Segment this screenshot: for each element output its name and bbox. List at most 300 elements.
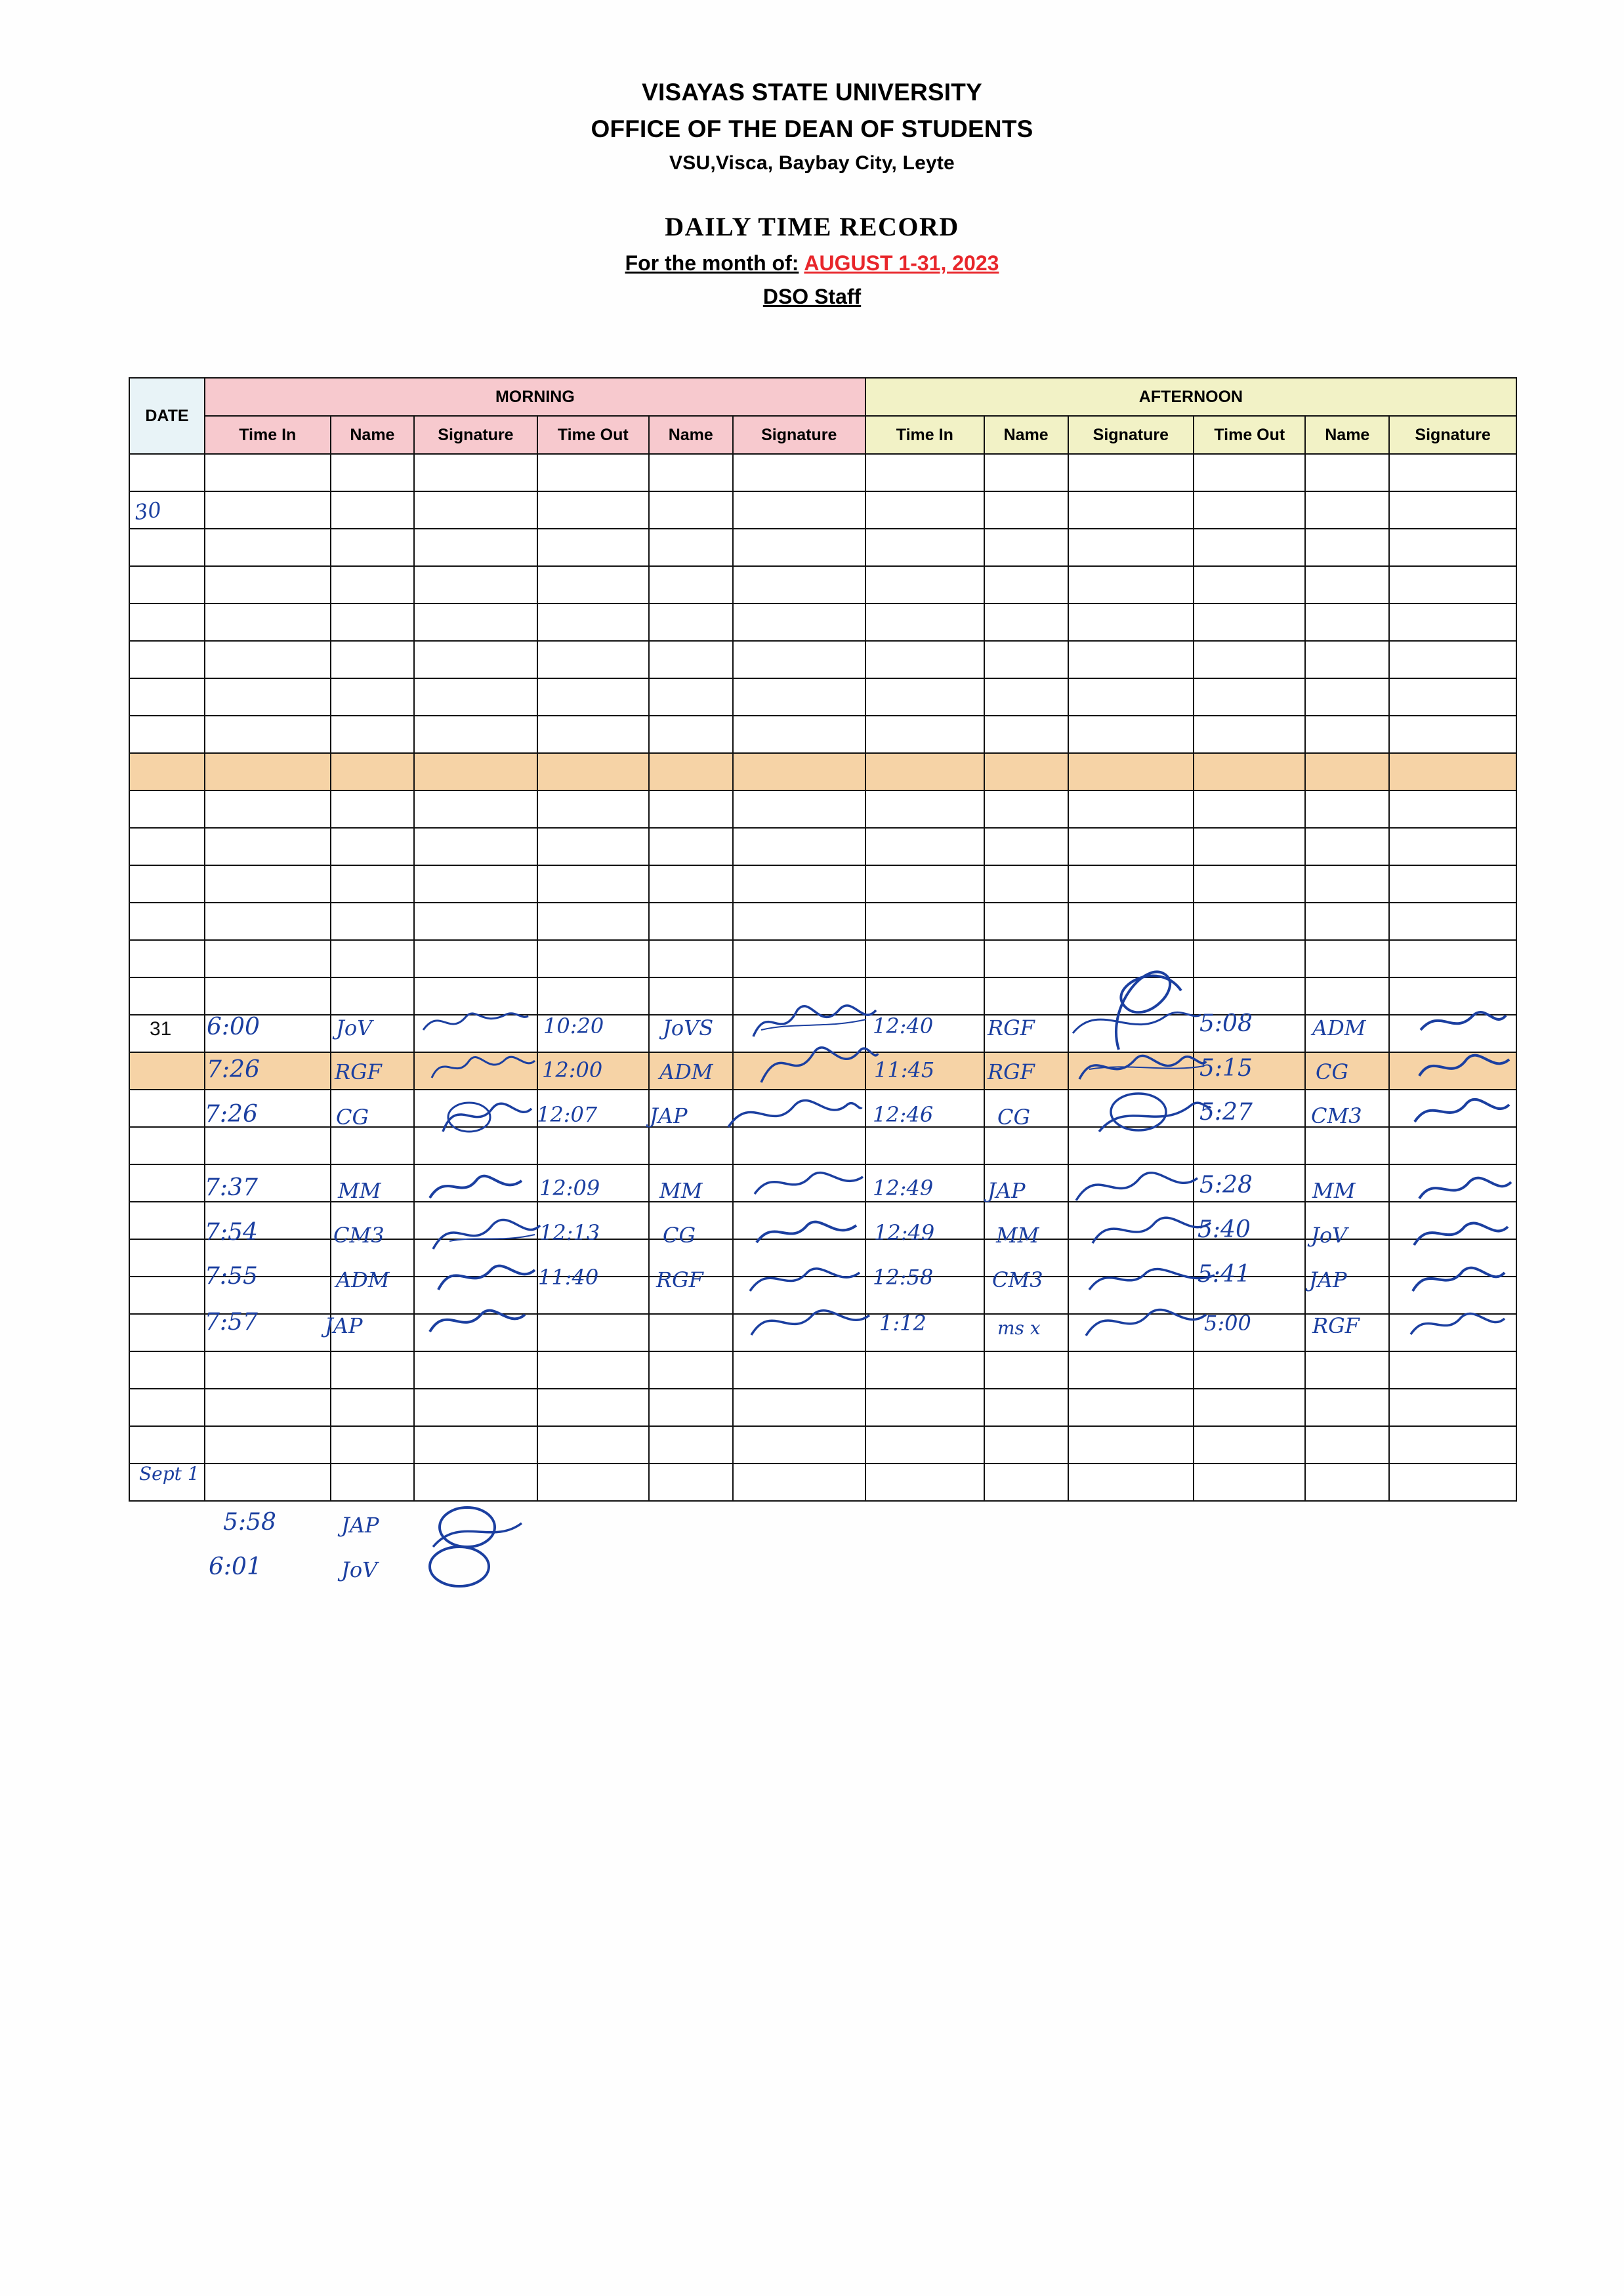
table-cell[interactable] [414,678,537,716]
table-cell[interactable] [865,1164,984,1202]
table-cell[interactable] [1068,1351,1194,1389]
table-cell[interactable] [1194,977,1305,1015]
table-cell[interactable] [331,977,415,1015]
table-cell[interactable] [649,641,733,678]
table-cell[interactable] [129,566,205,604]
table-cell[interactable] [414,865,537,903]
table-cell[interactable] [733,940,865,977]
table-cell[interactable] [1068,1164,1194,1202]
table-cell[interactable] [1068,1426,1194,1464]
table-cell[interactable] [649,529,733,566]
table-cell[interactable] [865,491,984,529]
table-cell[interactable] [1305,1426,1389,1464]
table-cell[interactable] [733,1389,865,1426]
table-cell[interactable] [649,1351,733,1389]
table-cell[interactable] [733,1314,865,1351]
table-cell[interactable] [414,566,537,604]
table-cell[interactable] [1194,1277,1305,1314]
table-cell[interactable] [649,903,733,940]
table-cell[interactable] [331,1164,415,1202]
table-cell[interactable] [649,1389,733,1426]
table-cell[interactable] [537,1015,649,1052]
table-cell[interactable] [1305,1127,1389,1164]
table-cell[interactable] [1068,753,1194,790]
table-cell[interactable] [537,1052,649,1090]
table-cell[interactable] [1305,529,1389,566]
table-cell[interactable] [129,753,205,790]
table-cell[interactable] [414,1239,537,1277]
table-cell[interactable] [865,790,984,828]
table-cell[interactable] [984,1015,1068,1052]
table-cell[interactable] [733,454,865,491]
table-cell[interactable] [205,1239,331,1277]
table-cell[interactable] [1389,1127,1516,1164]
table-cell[interactable] [205,828,331,865]
table-cell[interactable] [537,1314,649,1351]
table-cell[interactable] [331,641,415,678]
table-cell[interactable] [733,678,865,716]
table-cell[interactable] [331,865,415,903]
table-cell[interactable] [1389,716,1516,753]
table-cell[interactable] [205,566,331,604]
table-cell[interactable] [865,865,984,903]
table-cell[interactable] [1194,491,1305,529]
table-cell[interactable] [1068,1090,1194,1127]
table-cell[interactable] [865,1127,984,1164]
table-cell[interactable] [1389,977,1516,1015]
table-cell[interactable] [537,1351,649,1389]
table-cell[interactable] [1389,1202,1516,1239]
table-cell[interactable] [865,903,984,940]
table-cell[interactable] [205,1464,331,1501]
table-cell[interactable] [1305,716,1389,753]
table-cell[interactable] [733,604,865,641]
table-cell[interactable] [537,716,649,753]
table-cell[interactable] [649,604,733,641]
table-cell[interactable] [1389,1426,1516,1464]
table-cell[interactable] [205,1389,331,1426]
table-cell[interactable] [1068,1464,1194,1501]
table-cell[interactable] [129,454,205,491]
table-cell[interactable] [1389,1164,1516,1202]
table-cell[interactable] [537,1164,649,1202]
table-cell[interactable] [1194,1164,1305,1202]
table-cell[interactable] [205,940,331,977]
table-cell[interactable] [129,491,205,529]
table-cell[interactable] [1068,865,1194,903]
table-cell[interactable] [984,1164,1068,1202]
table-cell[interactable] [1305,454,1389,491]
table-cell[interactable] [537,753,649,790]
table-cell[interactable] [1194,1090,1305,1127]
table-cell[interactable] [984,753,1068,790]
table-cell[interactable] [1194,529,1305,566]
table-cell[interactable] [1194,641,1305,678]
table-cell[interactable] [1194,1389,1305,1426]
table-cell[interactable] [1068,1202,1194,1239]
table-cell[interactable] [205,716,331,753]
table-cell[interactable] [1068,1239,1194,1277]
table-cell[interactable] [1305,1314,1389,1351]
table-cell[interactable] [984,865,1068,903]
table-cell[interactable] [537,940,649,977]
table-cell[interactable] [331,903,415,940]
table-cell[interactable] [649,1464,733,1501]
table-cell[interactable] [414,1015,537,1052]
table-cell[interactable] [865,1426,984,1464]
table-cell[interactable] [1305,1052,1389,1090]
table-cell[interactable] [205,1015,331,1052]
table-cell[interactable] [649,828,733,865]
table-cell[interactable] [1389,454,1516,491]
table-cell[interactable] [984,1314,1068,1351]
table-cell[interactable] [331,1127,415,1164]
table-cell[interactable] [649,753,733,790]
table-cell[interactable] [414,604,537,641]
table-cell[interactable] [984,454,1068,491]
table-cell[interactable] [537,529,649,566]
table-cell[interactable] [649,1015,733,1052]
table-cell[interactable] [205,1277,331,1314]
table-cell[interactable] [1389,1389,1516,1426]
table-cell[interactable] [537,1127,649,1164]
table-cell[interactable] [649,1426,733,1464]
table-cell[interactable] [733,1090,865,1127]
table-cell[interactable] [1389,903,1516,940]
table-cell[interactable] [414,1314,537,1351]
table-cell[interactable] [1068,716,1194,753]
table-cell[interactable] [984,903,1068,940]
table-cell[interactable] [1305,1277,1389,1314]
table-cell[interactable] [414,1389,537,1426]
table-cell[interactable] [331,1202,415,1239]
table-cell[interactable] [1068,1389,1194,1426]
table-cell[interactable] [1194,1052,1305,1090]
table-cell[interactable] [205,1351,331,1389]
table-cell[interactable] [205,903,331,940]
table-cell[interactable] [1068,1127,1194,1164]
table-cell[interactable] [733,828,865,865]
table-cell[interactable] [414,790,537,828]
table-cell[interactable] [1194,1314,1305,1351]
table-cell[interactable] [1389,790,1516,828]
table-cell[interactable] [537,678,649,716]
table-cell[interactable] [984,1052,1068,1090]
table-cell[interactable] [414,641,537,678]
table-cell[interactable] [1305,1202,1389,1239]
table-cell[interactable] [1305,566,1389,604]
table-cell[interactable] [1305,641,1389,678]
table-cell[interactable] [414,940,537,977]
table-cell[interactable] [1305,1164,1389,1202]
table-cell[interactable] [1194,1351,1305,1389]
table-cell[interactable] [129,1314,205,1351]
table-cell[interactable] [205,1090,331,1127]
table-cell[interactable] [1194,1464,1305,1501]
table-cell[interactable] [1389,1090,1516,1127]
table-cell[interactable] [414,753,537,790]
table-cell[interactable] [129,977,205,1015]
table-cell[interactable] [865,716,984,753]
table-cell[interactable] [537,604,649,641]
table-cell[interactable] [537,1239,649,1277]
table-cell[interactable] [205,1426,331,1464]
table-cell[interactable] [649,1052,733,1090]
table-cell[interactable] [733,1464,865,1501]
table-cell[interactable] [331,1464,415,1501]
table-cell[interactable] [1068,604,1194,641]
table-cell[interactable] [1068,566,1194,604]
table-cell[interactable] [129,1239,205,1277]
table-cell[interactable] [331,790,415,828]
table-cell[interactable] [205,604,331,641]
table-cell[interactable] [1389,529,1516,566]
table-cell[interactable] [984,1239,1068,1277]
table-cell[interactable] [537,977,649,1015]
table-cell[interactable] [205,1314,331,1351]
table-cell[interactable] [733,1277,865,1314]
table-cell[interactable] [1305,1464,1389,1501]
table-cell[interactable] [1389,1351,1516,1389]
table-cell[interactable] [414,1464,537,1501]
table-cell[interactable] [984,828,1068,865]
table-cell[interactable] [984,641,1068,678]
table-cell[interactable] [414,529,537,566]
table-cell[interactable] [129,1127,205,1164]
table-cell[interactable] [1305,1239,1389,1277]
table-cell[interactable] [865,1351,984,1389]
table-cell[interactable] [1389,865,1516,903]
table-cell[interactable] [129,1052,205,1090]
table-cell[interactable] [865,529,984,566]
table-cell[interactable] [537,865,649,903]
table-cell[interactable] [865,753,984,790]
table-cell[interactable] [129,865,205,903]
table-cell[interactable] [205,753,331,790]
table-cell[interactable] [1068,1314,1194,1351]
table-cell[interactable] [331,1015,415,1052]
table-cell[interactable] [733,1202,865,1239]
table-cell[interactable] [331,678,415,716]
table-cell[interactable] [129,1164,205,1202]
table-cell[interactable] [865,1389,984,1426]
table-cell[interactable] [649,1090,733,1127]
table-cell[interactable] [1194,1202,1305,1239]
table-cell[interactable] [649,566,733,604]
table-cell[interactable] [1068,903,1194,940]
table-cell[interactable] [649,1277,733,1314]
table-cell[interactable] [129,1277,205,1314]
table-cell[interactable] [1389,1314,1516,1351]
table-cell[interactable] [1194,828,1305,865]
table-cell[interactable] [1194,753,1305,790]
table-cell[interactable] [1305,1351,1389,1389]
table-cell[interactable] [331,1052,415,1090]
table-cell[interactable] [414,1127,537,1164]
table-cell[interactable] [129,1351,205,1389]
table-cell[interactable] [649,1202,733,1239]
table-cell[interactable] [733,1351,865,1389]
table-cell[interactable] [1194,1239,1305,1277]
table-cell[interactable] [733,1015,865,1052]
table-cell[interactable] [865,1090,984,1127]
table-cell[interactable] [1194,454,1305,491]
table-cell[interactable] [1305,790,1389,828]
table-cell[interactable] [414,903,537,940]
table-cell[interactable] [1194,566,1305,604]
table-cell[interactable] [733,1127,865,1164]
table-cell[interactable] [733,903,865,940]
table-cell[interactable] [331,828,415,865]
table-cell[interactable] [984,790,1068,828]
table-cell[interactable] [865,678,984,716]
table-cell[interactable] [733,790,865,828]
table-cell[interactable] [649,716,733,753]
table-cell[interactable] [1068,828,1194,865]
table-cell[interactable] [129,790,205,828]
table-cell[interactable] [1389,1464,1516,1501]
table-cell[interactable] [1389,566,1516,604]
table-cell[interactable] [1194,903,1305,940]
table-cell[interactable] [1305,940,1389,977]
table-cell[interactable] [649,1164,733,1202]
table-cell[interactable] [1068,641,1194,678]
table-cell[interactable] [984,1351,1068,1389]
table-cell[interactable] [129,678,205,716]
table-cell[interactable] [205,491,331,529]
table-cell[interactable] [1305,1015,1389,1052]
table-cell[interactable] [733,566,865,604]
table-cell[interactable] [984,1389,1068,1426]
table-cell[interactable] [649,491,733,529]
table-cell[interactable] [129,940,205,977]
table-cell[interactable] [205,1127,331,1164]
table-cell[interactable] [649,1127,733,1164]
table-cell[interactable] [537,641,649,678]
table-cell[interactable] [537,491,649,529]
table-cell[interactable] [649,1314,733,1351]
table-cell[interactable] [331,1277,415,1314]
table-cell[interactable] [537,1464,649,1501]
table-cell[interactable] [1068,940,1194,977]
table-cell[interactable] [537,903,649,940]
table-cell[interactable] [984,940,1068,977]
table-cell[interactable] [1389,1239,1516,1277]
table-cell[interactable] [1305,491,1389,529]
table-cell[interactable] [865,1464,984,1501]
table-cell[interactable] [1068,977,1194,1015]
table-cell[interactable] [984,1090,1068,1127]
table-cell[interactable] [984,566,1068,604]
table-cell[interactable] [1194,716,1305,753]
table-cell[interactable] [537,1389,649,1426]
table-cell[interactable] [331,1426,415,1464]
table-cell[interactable] [865,977,984,1015]
table-cell[interactable] [733,491,865,529]
table-cell[interactable] [865,1314,984,1351]
table-cell[interactable] [984,491,1068,529]
table-cell[interactable] [537,790,649,828]
table-cell[interactable] [205,529,331,566]
table-cell[interactable] [537,1202,649,1239]
table-cell[interactable] [1389,1015,1516,1052]
table-cell[interactable] [129,1464,205,1501]
table-cell[interactable] [649,940,733,977]
table-cell[interactable] [1194,1127,1305,1164]
table-cell[interactable] [649,678,733,716]
table-cell[interactable] [1389,940,1516,977]
table-cell[interactable] [1305,678,1389,716]
table-cell[interactable] [414,1351,537,1389]
table-cell[interactable] [1194,940,1305,977]
table-cell[interactable] [129,529,205,566]
table-cell[interactable] [129,641,205,678]
table-cell[interactable] [733,529,865,566]
table-cell[interactable] [414,1202,537,1239]
table-cell[interactable] [1068,1277,1194,1314]
table-cell[interactable] [414,716,537,753]
table-cell[interactable] [331,1090,415,1127]
table-cell[interactable] [984,1464,1068,1501]
table-cell[interactable] [984,977,1068,1015]
table-cell[interactable] [331,491,415,529]
table-cell[interactable] [205,790,331,828]
table-cell[interactable] [414,491,537,529]
table-cell[interactable] [1194,1015,1305,1052]
table-cell[interactable] [205,865,331,903]
table-cell[interactable] [649,790,733,828]
table-cell[interactable] [1068,529,1194,566]
table-cell[interactable] [129,1389,205,1426]
table-cell[interactable] [865,1052,984,1090]
table-cell[interactable] [1068,1052,1194,1090]
table-cell[interactable] [331,566,415,604]
table-cell[interactable] [1305,977,1389,1015]
table-cell[interactable] [733,1426,865,1464]
table-cell[interactable] [205,454,331,491]
table-cell[interactable] [205,641,331,678]
table-cell[interactable] [984,529,1068,566]
table-cell[interactable] [414,977,537,1015]
table-cell[interactable] [1389,491,1516,529]
table-cell[interactable] [649,454,733,491]
table-cell[interactable] [865,641,984,678]
table-cell[interactable] [205,977,331,1015]
table-cell[interactable] [1305,753,1389,790]
table-cell[interactable] [733,716,865,753]
table-cell[interactable] [649,1239,733,1277]
table-cell[interactable] [205,1164,331,1202]
table-cell[interactable] [984,1202,1068,1239]
table-cell[interactable] [1194,1426,1305,1464]
table-cell[interactable] [331,1389,415,1426]
table-cell[interactable] [331,716,415,753]
table-cell[interactable] [1305,604,1389,641]
table-cell[interactable] [537,828,649,865]
table-cell[interactable] [414,1277,537,1314]
table-cell[interactable] [331,529,415,566]
table-cell[interactable] [331,1351,415,1389]
table-cell[interactable] [865,828,984,865]
table-cell[interactable] [865,604,984,641]
table-cell[interactable] [1194,790,1305,828]
table-cell[interactable] [733,753,865,790]
table-cell[interactable] [733,1052,865,1090]
table-cell[interactable] [1194,604,1305,641]
table-cell[interactable] [414,1052,537,1090]
table-cell[interactable] [537,1090,649,1127]
table-cell[interactable] [537,1426,649,1464]
